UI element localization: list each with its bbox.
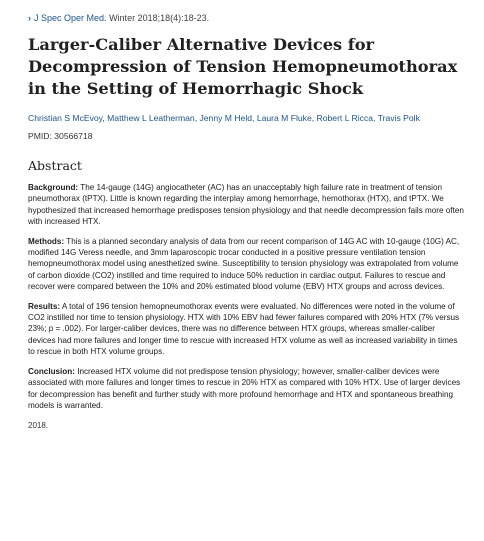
author-list: Christian S McEvoy, Matthew L Leatherman, Jenny M Held, Laura M Fluke, Robert L Ricca, Travis Polk <box>28 113 420 123</box>
abstract-heading: Abstract <box>28 158 82 173</box>
citation-line <box>28 12 464 24</box>
abstract-conclusion <box>28 366 464 412</box>
abstract-background <box>28 182 464 228</box>
section-label: Conclusion: <box>28 366 75 376</box>
abstract-results <box>28 301 464 358</box>
section-text: A total of 196 tension hemopneumothorax events were evaluated. No differences were noted in the volume of CO2 instilled nor time to tension physiology. HTX with 10% EBV had fewer failures compared with 20% HTX (7% versus 23%; p = .002). For larger-caliber devices, there was no difference between HTX groups, whereas smaller-caliber devices had more failures and longer time to rescue with increased HTX volume as well as increased variability in times to rescue in both HTX volume groups. <box>28 301 460 357</box>
abstract-methods <box>28 236 464 293</box>
author-link[interactable]: Laura M Fluke <box>256 113 312 123</box>
author-link[interactable]: Jenny M Held <box>199 113 253 123</box>
chevron-right-icon: › <box>28 13 31 23</box>
publication-year: 2018. <box>28 421 49 431</box>
author-link[interactable]: Christian S McEvoy <box>28 113 103 123</box>
journal-link[interactable]: J Spec Oper Med. <box>34 13 107 23</box>
author-link[interactable]: Travis Polk <box>377 113 420 123</box>
section-label: Background: <box>28 183 79 192</box>
author-link[interactable]: Robert L Ricca <box>316 113 374 123</box>
section-text: Increased HTX volume did not predispose tension physiology; however, smaller-caliber devices were associated with more failures and longer times to rescue in 20% HTX as compared with 10% HTX. Use of larger devices for decompression has benefit and further study with more profound hemorrhage and HTX and spontaneous breathing models is warranted. <box>28 366 461 410</box>
author-link[interactable]: Matthew L Leatherman <box>107 113 195 123</box>
citation-details: Winter 2018;18(4):18-23. <box>109 13 210 23</box>
section-label: Methods: <box>28 236 65 246</box>
article-title: Larger-Caliber Alternative Devices for Decompression of Tension Hemopneumothorax in the Setting of Hemorrhagic Shock <box>28 35 458 98</box>
section-text: The 14-gauge (14G) angiocatheter (AC) has an unacceptably high failure rate in treatment of tension pneumothorax (tPTX). Little is known regarding the interplay among hemorrhage, hemothorax (HTX), and tPTX. We hypothesized that increased hemorrhage predisposes tension physiology and that needle decompression fails more often with increased HTX. <box>28 183 464 227</box>
section-text: This is a planned secondary analysis of data from our recent comparison of 14G AC with 10-gauge (10G) AC, modified 14G Veress needle, and 3mm laparoscopic trocar conducted in a positive pressure ventilation tension hemopneumothorax model using anesthetized swine. Susceptibility to tension physiology was extrapolated from volume of carbon dioxide (CO2) instilled and time required to induce 50% reduction in cardiac output. Failures to rescue and recover were compared between the 10% and 20% estimated blood volume (EBV) HTX groups and across devices. <box>28 236 460 292</box>
section-label: Results: <box>28 301 61 311</box>
pmid: PMID: 30566718 <box>28 131 93 141</box>
